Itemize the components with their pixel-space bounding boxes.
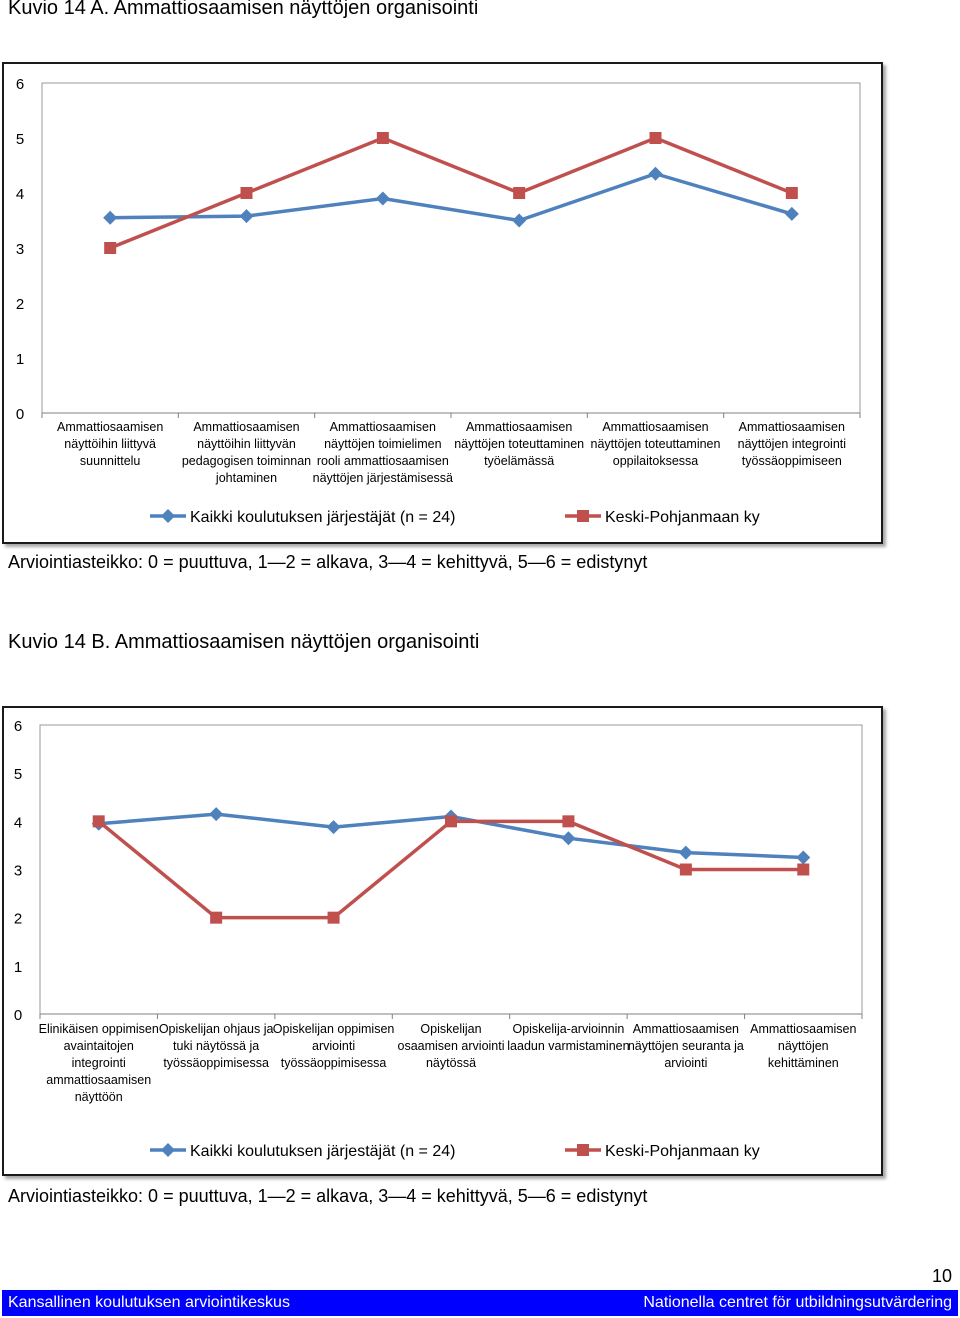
- x-category-label-line: Ammattiosaamisen: [329, 420, 436, 434]
- x-category-label-line: näyttöihin liittyvän: [197, 437, 296, 451]
- series-1-point: [561, 831, 575, 845]
- series-2-point: [210, 912, 222, 924]
- x-category-label-line: laadun varmistaminen: [507, 1039, 630, 1053]
- x-category-label-line: Ammattiosaamisen: [750, 1022, 857, 1036]
- page-number: 10: [931, 1266, 952, 1286]
- y-tick-label: 3: [13, 862, 23, 880]
- x-category-label-line: näytössä: [425, 1056, 477, 1070]
- x-category-label-line: työssäoppimisessa: [280, 1056, 387, 1070]
- y-tick-label: 3: [15, 241, 25, 258]
- x-category-label-line: suunnittelu: [79, 454, 141, 468]
- footer-left-text: Kansallinen koulutuksen arviointikeskus: [8, 1294, 290, 1311]
- x-category-label-line: Ammattiosaamisen: [193, 420, 300, 434]
- x-category-label-line: näyttöihin liittyvä: [64, 437, 157, 451]
- x-category-label-line: näyttöjen toimielimen: [324, 437, 442, 451]
- y-tick-label: 5: [15, 131, 25, 148]
- x-category-label-line: pedagogisen toiminnan: [181, 454, 312, 468]
- x-category-label-line: Ammattiosaamisen: [602, 420, 709, 434]
- figure-a-heading: Kuvio 14 A. Ammattiosaamisen näyttöjen organisointi: [8, 0, 479, 19]
- y-tick-label: 4: [15, 186, 25, 203]
- y-tick-label: 4: [13, 814, 23, 832]
- series-line-2: [99, 821, 804, 917]
- x-category-label-line: näyttöön: [74, 1090, 123, 1104]
- x-category-label: [159, 1022, 274, 1070]
- figure-a-scale-note: Arviointiasteikko: 0 = puuttuva, 1—2 = alkava, 3—4 = kehittyvä, 5—6 = edistynyt: [8, 552, 648, 572]
- x-category-label-line: integrointi: [71, 1056, 126, 1070]
- series-2-point: [328, 912, 340, 924]
- x-category-label: [750, 1022, 856, 1070]
- x-category-label-line: avaintaitojen: [63, 1039, 134, 1053]
- y-tick-label: 1: [13, 958, 23, 976]
- x-category-label-line: tuki näytössä ja: [173, 1039, 260, 1053]
- series-2-point: [562, 815, 574, 827]
- x-category-label-line: työelämässä: [484, 454, 555, 468]
- y-tick-label: 2: [13, 910, 23, 928]
- x-category-label: [398, 1022, 505, 1070]
- series-2-point: [797, 864, 809, 876]
- legend-label-1: Kaikki koulutuksen järjestäjät (n = 24): [190, 509, 456, 526]
- x-category-label-line: Ammattiosaamisen: [57, 420, 164, 434]
- x-category-label-line: Opiskelijan: [420, 1022, 482, 1036]
- x-category-label-line: arviointi: [312, 1039, 356, 1053]
- x-category-label-line: kehittäminen: [767, 1056, 839, 1070]
- x-category-label: [507, 1022, 629, 1053]
- x-category-label-line: näyttöjen toteuttaminen: [454, 437, 585, 451]
- x-category-label-line: Opiskelijan oppimisen: [272, 1022, 395, 1036]
- x-category-label-line: johtaminen: [215, 471, 278, 485]
- x-category-label-line: Ammattiosaamisen: [466, 420, 573, 434]
- series-2-point: [93, 815, 105, 827]
- y-tick-label: 0: [15, 406, 25, 423]
- footer-right-text: Nationella centret för utbildningsutvärdering: [643, 1294, 952, 1311]
- series-1-point: [679, 846, 693, 860]
- figure-b-heading: Kuvio 14 B. Ammattiosaamisen näyttöjen organisointi: [8, 631, 480, 653]
- y-tick-label: 0: [13, 1007, 23, 1024]
- series-2-point: [445, 815, 457, 827]
- x-category-label-line: työssäoppimiseen: [741, 454, 842, 468]
- series-2-point: [680, 864, 692, 876]
- y-tick-label: 6: [13, 718, 23, 735]
- x-category-label: [628, 1022, 744, 1070]
- legend-label-2: Keski-Pohjanmaan ky: [605, 1143, 760, 1160]
- x-category-label: [39, 1022, 159, 1104]
- series-1-point: [327, 820, 341, 834]
- legend-marker-1: [161, 1143, 175, 1157]
- y-tick-label: 6: [15, 76, 25, 93]
- footer-bar: [2, 1290, 958, 1316]
- x-category-label-line: työssäoppimisessa: [163, 1056, 269, 1070]
- y-tick-label: 5: [13, 766, 23, 784]
- legend-label-1: Kaikki koulutuksen järjestäjät (n = 24): [190, 1143, 456, 1160]
- y-tick-label: 1: [15, 351, 25, 368]
- figure-b-scale-note: Arviointiasteikko: 0 = puuttuva, 1—2 = alkava, 3—4 = kehittyvä, 5—6 = edistynyt: [8, 1186, 648, 1206]
- x-category-label-line: näyttöjen: [777, 1039, 829, 1053]
- x-category-label: [273, 1022, 395, 1070]
- y-tick-label: 2: [15, 296, 25, 313]
- legend-label-2: Keski-Pohjanmaan ky: [605, 509, 760, 526]
- x-category-label-line: osaamisen arviointi: [397, 1039, 505, 1053]
- x-category-label-line: Elinikäisen oppimisen: [38, 1022, 159, 1036]
- x-category-label-line: arviointi: [664, 1056, 708, 1070]
- x-category-label-line: Ammattiosaamisen: [738, 420, 845, 434]
- x-category-label-line: oppilaitoksessa: [612, 454, 699, 468]
- x-category-label-line: näyttöjen integrointi: [737, 437, 847, 451]
- x-category-label-line: näyttöjen toteuttaminen: [590, 437, 721, 451]
- series-1-point: [796, 850, 810, 864]
- x-category-label-line: Ammattiosaamisen: [632, 1022, 740, 1036]
- x-category-label-line: Opiskelija-arvioinnin: [512, 1022, 625, 1036]
- series-1-point: [209, 807, 223, 821]
- x-category-label-line: näyttöjen järjestämisessä: [312, 471, 454, 485]
- x-category-label-line: rooli ammattiosaamisen: [316, 454, 449, 468]
- legend-marker-2: [577, 1144, 589, 1156]
- x-category-label-line: ammattiosaamisen: [46, 1073, 152, 1087]
- x-category-label-line: Opiskelijan ohjaus ja: [158, 1022, 274, 1036]
- x-category-label-line: näyttöjen seuranta ja: [627, 1039, 744, 1053]
